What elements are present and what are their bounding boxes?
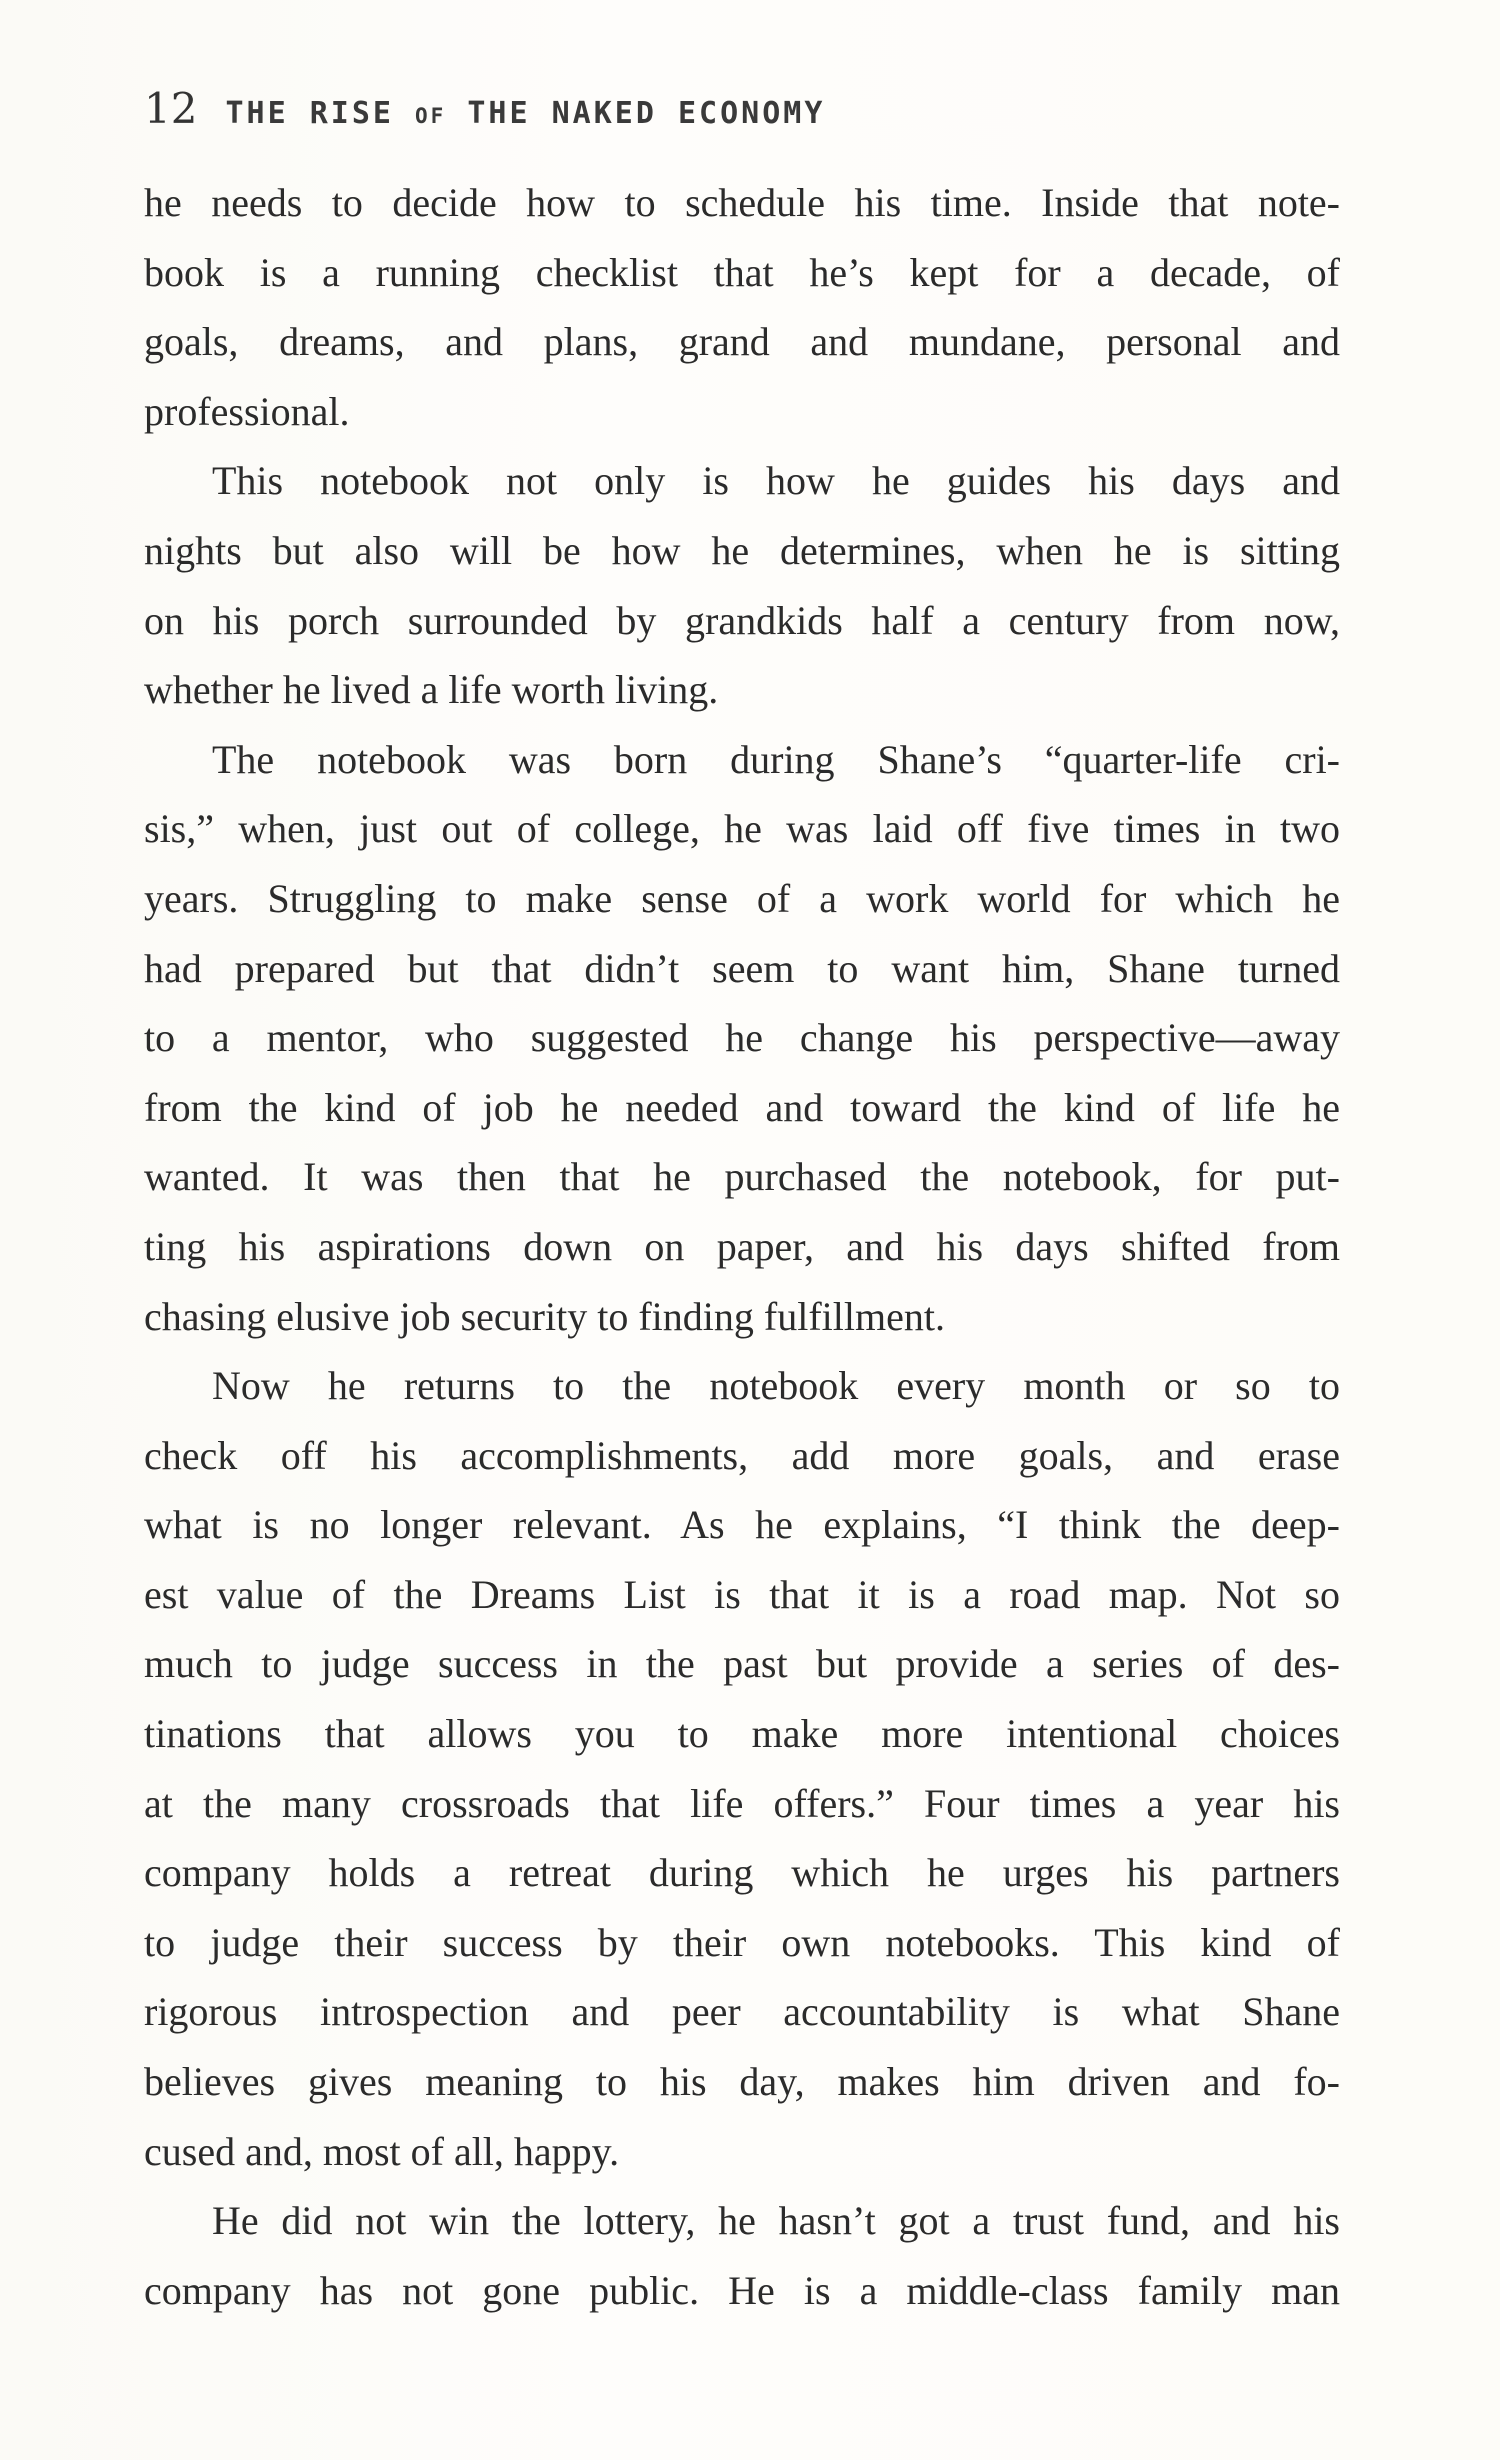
text-line: much to judge success in the past but provide a series of des- <box>144 1641 1340 1687</box>
text-line: sis,” when, just out of college, he was laid off five times in two <box>144 806 1340 852</box>
text-line: nights but also will be how he determines, when he is sitting <box>144 527 1340 573</box>
text-line: on his porch surrounded by grandkids half a century from now, <box>144 597 1340 643</box>
text-line: company holds a retreat during which he urges his partners <box>144 1850 1340 1896</box>
text-line: The notebook was born during Shane’s “quarter-life cri- <box>212 736 1340 782</box>
text-line: company has not gone public. He is a middle-class family man <box>144 2267 1340 2313</box>
text-line: at the many crossroads that life offers.” Four times a year his <box>144 1780 1340 1826</box>
text-line: wanted. It was then that he purchased the notebook, for put- <box>144 1154 1340 1200</box>
text-line: to a mentor, who suggested he change his perspective—away <box>144 1015 1340 1061</box>
book-title-part: THE RISE <box>225 96 394 131</box>
book-title-part: OF <box>415 104 447 128</box>
text-line: years. Struggling to make sense of a work world for which he <box>144 875 1340 921</box>
running-head <box>144 84 825 133</box>
text-line: had prepared but that didn’t seem to want him, Shane turned <box>144 945 1340 991</box>
book-title-part: THE NAKED ECONOMY <box>467 96 826 131</box>
text-line: est value of the Dreams List is that it is a road map. Not so <box>144 1571 1340 1617</box>
text-line: from the kind of job he needed and toward the kind of life he <box>144 1084 1340 1130</box>
text-line: goals, dreams, and plans, grand and mundane, personal and <box>144 319 1340 365</box>
text-line: check off his accomplishments, add more goals, and erase <box>144 1432 1340 1478</box>
text-line: what is no longer relevant. As he explains, “I think the deep- <box>144 1502 1340 1548</box>
book-title <box>225 96 825 131</box>
text-line: Now he returns to the notebook every month or so to <box>212 1363 1340 1409</box>
text-line: professional. <box>144 388 350 434</box>
text-line: He did not win the lottery, he hasn’t got a trust fund, and his <box>212 2198 1340 2244</box>
text-line: whether he lived a life worth living. <box>144 667 719 713</box>
text-line: cused and, most of all, happy. <box>144 2128 620 2174</box>
text-line: chasing elusive job security to finding fulfillment. <box>144 1293 945 1339</box>
text-line: believes gives meaning to his day, makes him driven and fo- <box>144 2059 1340 2105</box>
text-line: This notebook not only is how he guides his days and <box>212 458 1340 504</box>
text-line: tinations that allows you to make more intentional choices <box>144 1711 1340 1757</box>
text-line: rigorous introspection and peer accountability is what Shane <box>144 1989 1340 2035</box>
text-line: book is a running checklist that he’s kept for a decade, of <box>144 249 1340 295</box>
page-number: 12 <box>144 84 198 133</box>
text-line: he needs to decide how to schedule his time. Inside that note- <box>144 180 1340 225</box>
text-line: ting his aspirations down on paper, and his days shifted from <box>144 1223 1340 1269</box>
body-text <box>144 168 1340 2325</box>
text-line: to judge their success by their own notebooks. This kind of <box>144 1919 1340 1965</box>
